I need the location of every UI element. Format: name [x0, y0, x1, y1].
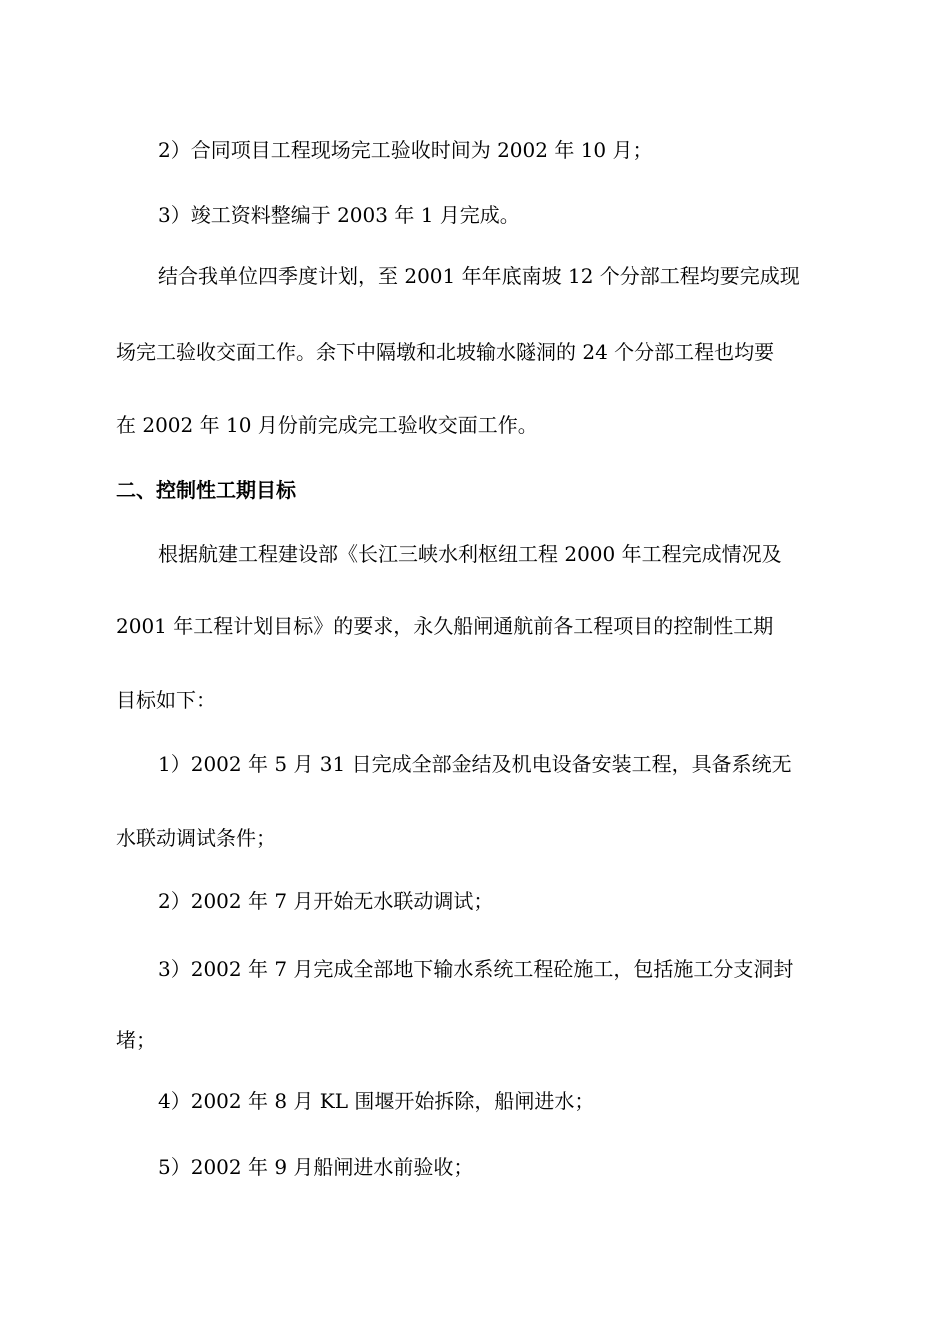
list-item-line: 水联动调试条件； [116, 826, 276, 850]
list-item-completion-acceptance: 2）合同项目工程现场完工验收时间为 2002 年 10 月； [158, 138, 653, 162]
list-item-line: 2）2002 年 7 月开始无水联动调试； [158, 889, 494, 913]
paragraph-line: 场完工验收交面工作。余下中隔墩和北坡输水隧洞的 24 个分部工程也均要 [116, 340, 775, 364]
section-heading: 二、控制性工期目标 [116, 478, 296, 502]
list-item-line: 1）2002 年 5 月 31 日完成全部金结及机电设备安装工程，具备系统无 [158, 752, 792, 776]
list-item-line: 5）2002 年 9 月船闸进水前验收； [158, 1155, 474, 1179]
list-item-line: 堵； [116, 1028, 156, 1052]
list-item-line: 3）2002 年 7 月完成全部地下输水系统工程砼施工，包括施工分支洞封 [158, 957, 794, 981]
paragraph-line: 在 2002 年 10 月份前完成完工验收交面工作。 [116, 413, 538, 437]
paragraph-line: 2001 年工程计划目标》的要求，永久船闸通航前各工程项目的控制性工期 [116, 614, 774, 638]
list-item-archive-compilation: 3）竣工资料整编于 2003 年 1 月完成。 [158, 203, 520, 227]
paragraph-line: 根据航建工程建设部《长江三峡水利枢纽工程 2000 年工程完成情况及 [158, 542, 782, 566]
list-item-line: 4）2002 年 8 月 KL 围堰开始拆除，船闸进水； [158, 1089, 595, 1113]
paragraph-line: 目标如下： [116, 688, 216, 712]
paragraph-line: 结合我单位四季度计划，至 2001 年年底南坡 12 个分部工程均要完成现 [158, 264, 800, 288]
